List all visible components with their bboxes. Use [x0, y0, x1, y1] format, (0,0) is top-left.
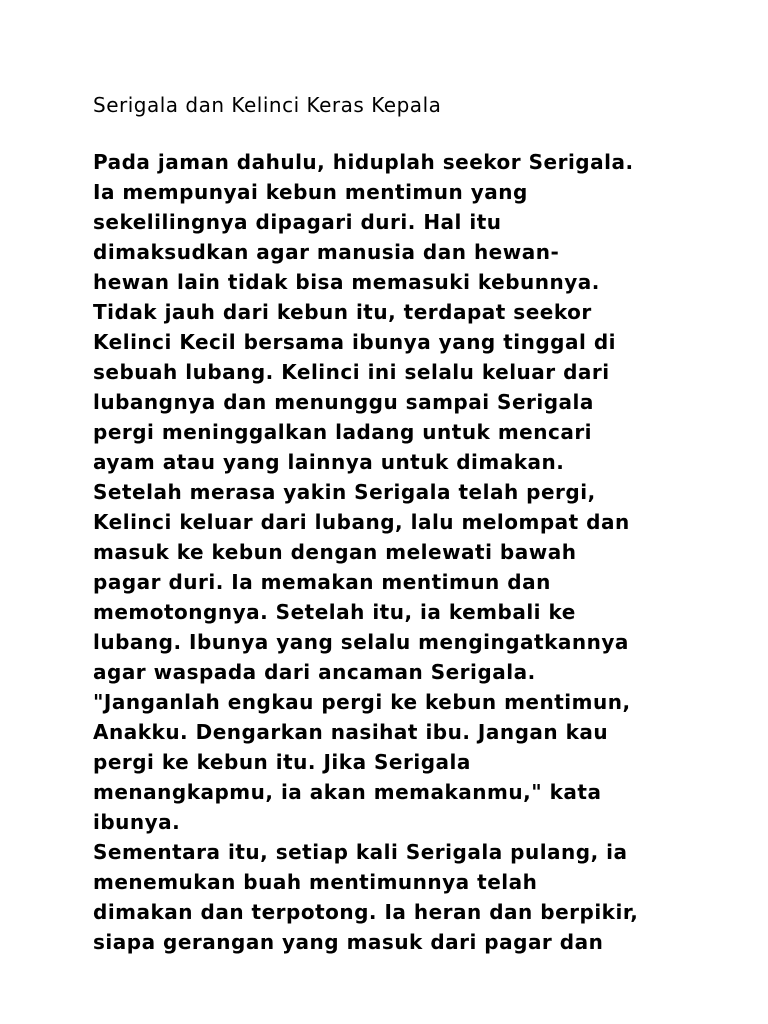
text-line: Tidak jauh dari kebun itu, terdapat seekor: [93, 300, 592, 324]
text-line: lubang. Ibunya yang selalu mengingatkannya: [93, 630, 629, 654]
text-line: Anakku. Dengarkan nasihat ibu. Jangan kau: [93, 720, 609, 744]
text-line: sebuah lubang. Kelinci ini selalu keluar dari: [93, 360, 610, 384]
text-line: "Janganlah engkau pergi ke kebun mentimun,: [93, 690, 631, 714]
text-line: sekelilingnya dipagari duri. Hal itu: [93, 210, 502, 234]
text-line: ibunya.: [93, 810, 181, 834]
text-line: lubangnya dan menunggu sampai Serigala: [93, 390, 594, 414]
text-line: masuk ke kebun dengan melewati bawah: [93, 540, 577, 564]
document-title: Serigala dan Kelinci Keras Kepala: [93, 93, 442, 117]
text-line: memotongnya. Setelah itu, ia kembali ke: [93, 600, 576, 624]
text-line: menangkapmu, ia akan memakanmu," kata: [93, 780, 602, 804]
text-line: Pada jaman dahulu, hiduplah seekor Serigala.: [93, 150, 634, 174]
text-line: hewan lain tidak bisa memasuki kebunnya.: [93, 270, 600, 294]
text-line: agar waspada dari ancaman Serigala.: [93, 660, 536, 684]
text-line: Sementara itu, setiap kali Serigala pulang, ia: [93, 840, 628, 864]
text-line: Kelinci keluar dari lubang, lalu melompat dan: [93, 510, 630, 534]
text-line: pagar duri. Ia memakan mentimun dan: [93, 570, 551, 594]
text-line: pergi meninggalkan ladang untuk mencari: [93, 420, 593, 444]
text-line: ayam atau yang lainnya untuk dimakan.: [93, 450, 565, 474]
document-body: [93, 147, 638, 957]
text-line: Kelinci Kecil bersama ibunya yang tinggal di: [93, 330, 616, 354]
text-line: pergi ke kebun itu. Jika Serigala: [93, 750, 471, 774]
text-line: siapa gerangan yang masuk dari pagar dan: [93, 930, 604, 954]
text-line: menemukan buah mentimunnya telah: [93, 870, 538, 894]
text-line: Setelah merasa yakin Serigala telah pergi,: [93, 480, 596, 504]
text-line: dimaksudkan agar manusia dan hewan-: [93, 240, 560, 264]
text-line: dimakan dan terpotong. Ia heran dan berpikir,: [93, 900, 639, 924]
text-line: Ia mempunyai kebun mentimun yang: [93, 180, 528, 204]
